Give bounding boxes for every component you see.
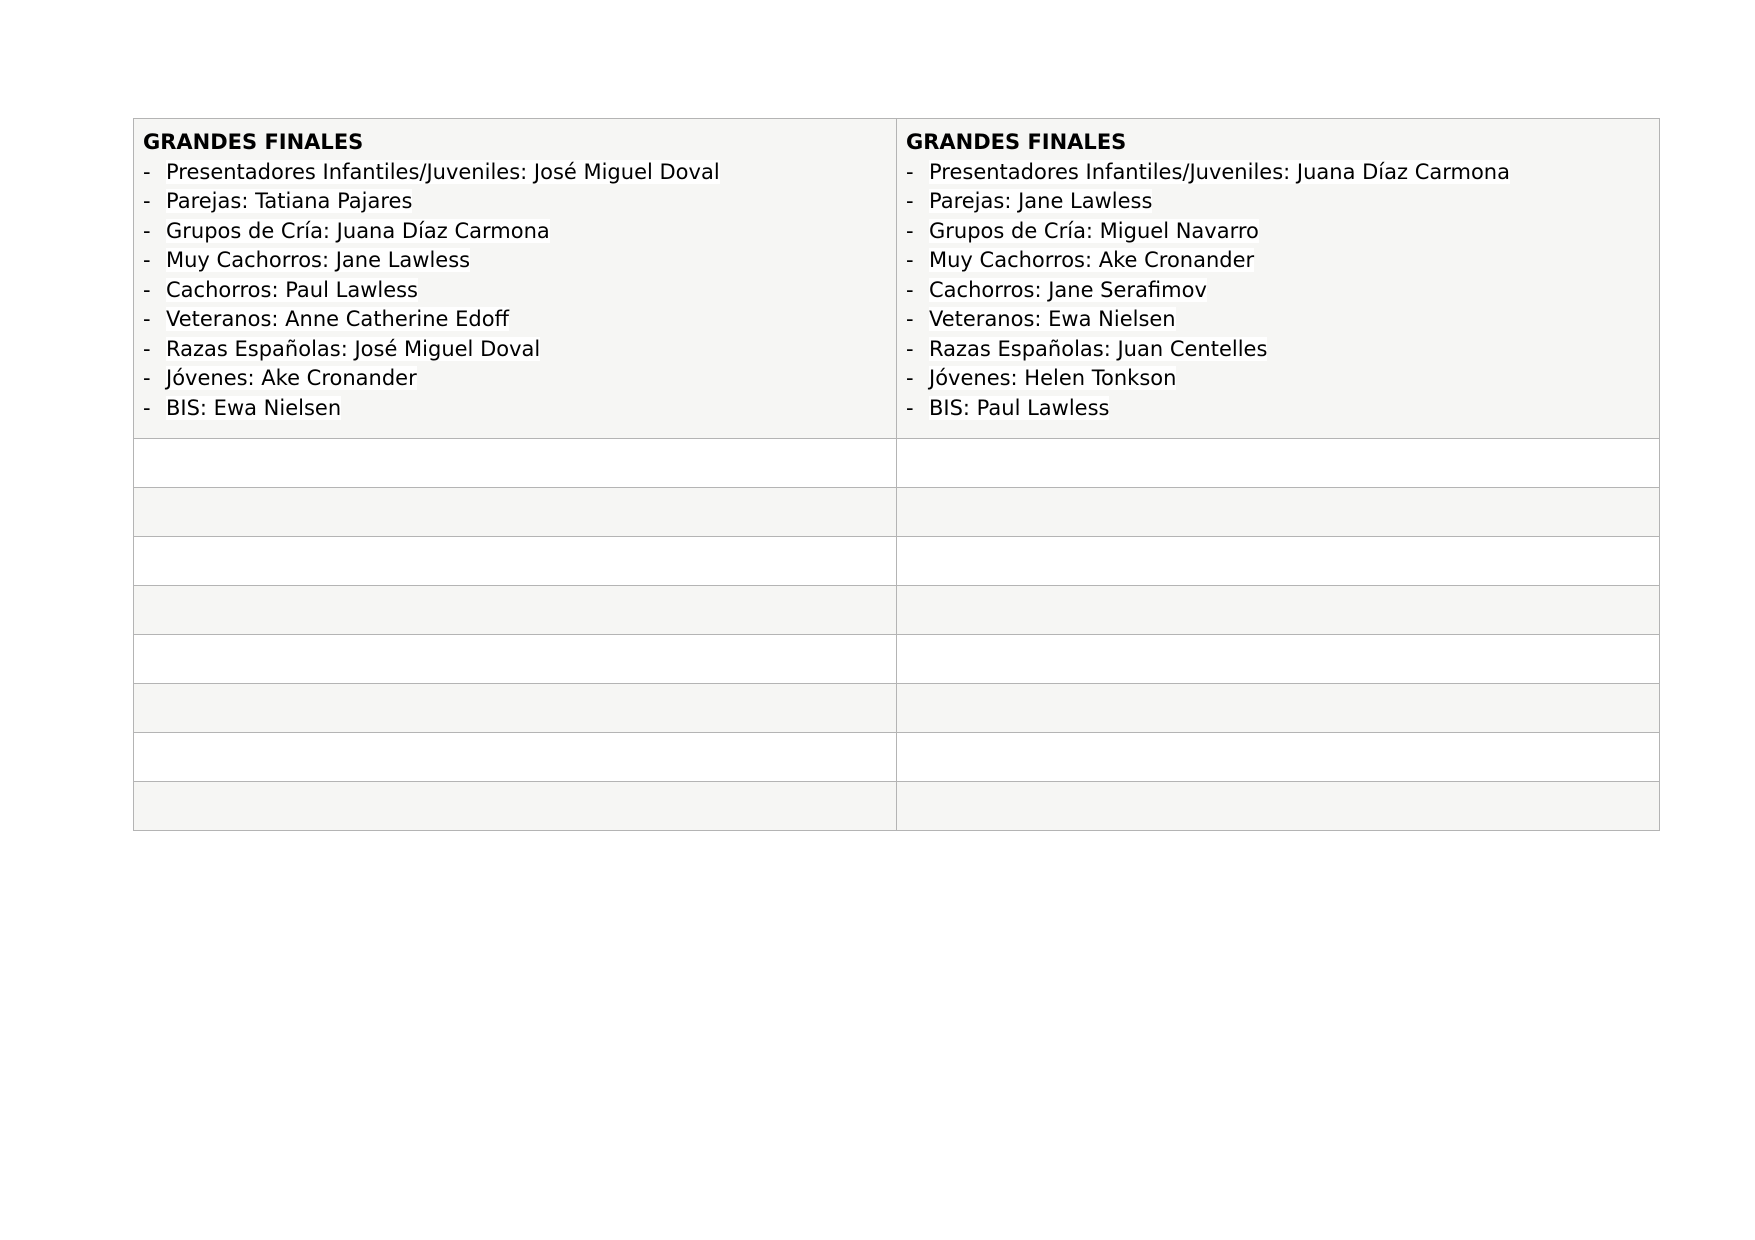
dash-bullet: - <box>906 248 914 272</box>
list-item <box>143 187 887 217</box>
list-item <box>906 394 1650 424</box>
table-cell <box>134 439 897 488</box>
list-item-text: Parejas: Tatiana Pajares <box>166 189 413 213</box>
table-cell <box>897 586 1660 635</box>
table-row <box>134 488 1660 537</box>
list-item <box>143 364 887 394</box>
dash-bullet: - <box>906 336 914 361</box>
table-row <box>134 537 1660 586</box>
list-item-text: Jóvenes: Ake Cronander <box>166 366 417 390</box>
list-item-text: Cachorros: Paul Lawless <box>166 277 418 302</box>
list-item-text: BIS: Ewa Nielsen <box>166 395 342 420</box>
table-cell <box>134 488 897 537</box>
dash-bullet: - <box>906 395 914 420</box>
table-row <box>134 586 1660 635</box>
list-item <box>906 335 1650 365</box>
judges-list <box>143 158 887 424</box>
table-cell <box>134 537 897 586</box>
dash-bullet: - <box>906 366 914 390</box>
list-item-text: Veteranos: Anne Catherine Edoff <box>166 307 510 331</box>
table-cell <box>134 733 897 782</box>
list-item <box>906 246 1650 276</box>
table-cell <box>134 684 897 733</box>
dash-bullet: - <box>906 218 914 243</box>
dash-bullet: - <box>906 277 914 302</box>
judges-list <box>906 158 1650 424</box>
table-row <box>134 782 1660 831</box>
section-title: GRANDES FINALES <box>143 130 364 154</box>
table-cell <box>897 635 1660 684</box>
dash-bullet: - <box>906 307 914 331</box>
list-item-text: Cachorros: Jane Serafimov <box>929 277 1207 302</box>
table-cell <box>897 782 1660 831</box>
table-cell <box>897 733 1660 782</box>
list-item <box>143 394 887 424</box>
list-item <box>906 187 1650 217</box>
list-item-text: Presentadores Infantiles/Juveniles: José Miguel Doval <box>166 159 720 184</box>
table-cell <box>134 586 897 635</box>
dash-bullet: - <box>906 189 914 213</box>
list-item-text: Razas Españolas: José Miguel Doval <box>166 336 541 361</box>
list-item <box>906 276 1650 306</box>
dash-bullet: - <box>143 218 151 243</box>
finals-table <box>133 118 1660 831</box>
finals-header-row <box>134 119 1660 439</box>
list-item <box>906 305 1650 335</box>
list-item-text: Muy Cachorros: Ake Cronander <box>929 248 1255 272</box>
table-row <box>134 684 1660 733</box>
list-item-text: Veteranos: Ewa Nielsen <box>929 307 1176 331</box>
list-item-text: Grupos de Cría: Juana Díaz Carmona <box>166 218 550 243</box>
list-item <box>906 217 1650 247</box>
table-cell <box>897 537 1660 586</box>
list-item-text: Presentadores Infantiles/Juveniles: Juana Díaz Carmona <box>929 159 1510 184</box>
list-item-text: Jóvenes: Helen Tonkson <box>929 366 1177 390</box>
table-row <box>134 733 1660 782</box>
dash-bullet: - <box>143 189 151 213</box>
list-item <box>143 158 887 188</box>
section-title: GRANDES FINALES <box>906 130 1127 154</box>
dash-bullet: - <box>906 159 914 184</box>
list-item <box>906 158 1650 188</box>
table-cell <box>134 635 897 684</box>
list-item-text: Parejas: Jane Lawless <box>929 189 1153 213</box>
table-cell <box>897 488 1660 537</box>
table-row <box>134 635 1660 684</box>
table-cell <box>134 782 897 831</box>
list-item <box>143 276 887 306</box>
list-item <box>143 305 887 335</box>
finals-column-left <box>134 119 897 439</box>
dash-bullet: - <box>143 336 151 361</box>
dash-bullet: - <box>143 248 151 272</box>
finals-column-right <box>897 119 1660 439</box>
list-item <box>143 217 887 247</box>
list-item-text: Muy Cachorros: Jane Lawless <box>166 248 471 272</box>
list-item-text: BIS: Paul Lawless <box>929 395 1110 420</box>
dash-bullet: - <box>143 277 151 302</box>
list-item <box>143 246 887 276</box>
dash-bullet: - <box>143 159 151 184</box>
table-row <box>134 439 1660 488</box>
dash-bullet: - <box>143 366 151 390</box>
list-item-text: Grupos de Cría: Miguel Navarro <box>929 218 1259 243</box>
list-item <box>143 335 887 365</box>
table-cell <box>897 439 1660 488</box>
dash-bullet: - <box>143 307 151 331</box>
list-item <box>906 364 1650 394</box>
list-item-text: Razas Españolas: Juan Centelles <box>929 336 1268 361</box>
dash-bullet: - <box>143 395 151 420</box>
table-cell <box>897 684 1660 733</box>
